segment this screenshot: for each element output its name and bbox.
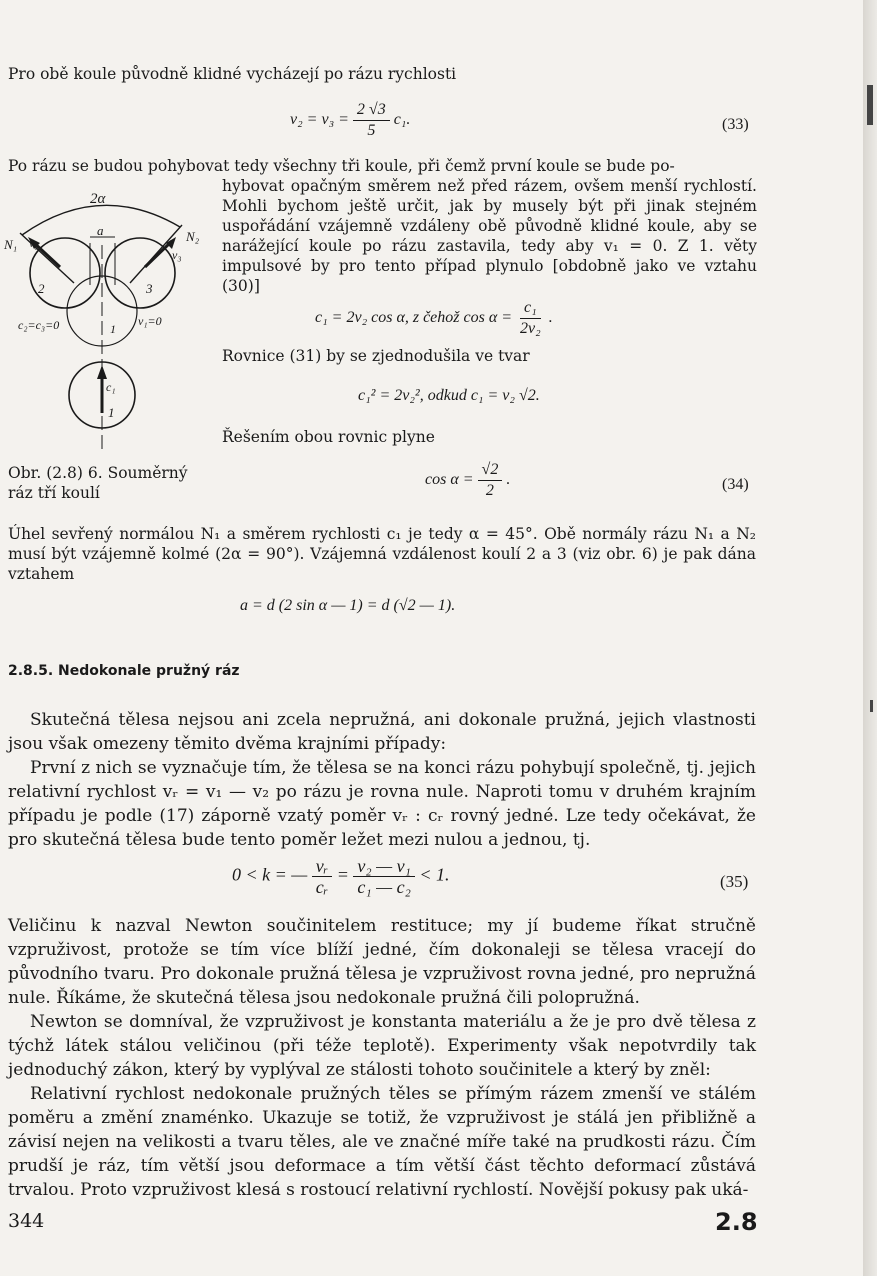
- paragraph: Newton se domníval, že vzpruživost je konstanta materiálu a že je pro dvě tělesa z týchž látek stálou veličinou (při téže teplotě). Experimenty však nepotvrdily tak jednoduchý zákon, který by vyplýval ze stálosti tohoto součinitele a který by zněl:: [8, 1012, 756, 1080]
- label-v1: v₁=0: [138, 314, 162, 328]
- chapter-number: 2.8: [715, 1208, 758, 1236]
- label-n1: N₁: [4, 237, 18, 252]
- paragraph-line: Rovnice (31) by se zjednodušila ve tvar: [222, 347, 530, 365]
- label-c2c3: c₂=c₃=0: [18, 318, 60, 332]
- label-2alpha: 2α: [90, 191, 106, 207]
- fraction: $\frac{\text{v₂ — v₁}}{\text{c₁ — c₂}}$: [353, 856, 415, 897]
- equation-number: (34): [722, 476, 749, 493]
- label-ball-1: 1: [108, 405, 115, 420]
- fraction: $\frac{√2}{2}$: [478, 460, 503, 501]
- paragraph: První z nich se vyznačuje tím, že tělesa se na konci rázu pohybují společně, tj. jejich relativní rychlost vᵣ = v₁ — v₂ po rázu je rovna nule. Naproti tomu v druhém krajním případu je podle (17) záporně vzatý poměr vᵣ : cᵣ rovný jedné. Lze tedy očekávat, že pro skutečná tělesa bude tento poměr ležet mezi nulou a jednou, tj.: [8, 758, 756, 850]
- page-number: 344: [8, 1210, 45, 1232]
- paragraph: Skutečná tělesa nejsou ani zcela nepružná, ani dokonale pružná, jejich vlastnosti jsou však omezeny těmito dvěma krajními případy:: [8, 710, 756, 754]
- paragraph: Veličinu k nazval Newton součinitelem restituce; my jí budeme říkat stručně vzpruživost, protože se tím více blíží jedné, čím dokonaleji se tělesa vracejí do původního tvaru. Pro dokonale pružná tělesa je vzpruživost rovna jedné, pro nepružná nule. Říkáme, že skutečná tělesa jsou nedokonale pružná čili polopružná.: [8, 916, 756, 1008]
- equation-a: a = d (2 sin α — 1) = d (√2 — 1).: [240, 597, 456, 614]
- paragraph: Relativní rychlost nedokonale pružných těles se přímým rázem zmenší ve stálém poměru a změní znaménko. Ukazuje se totiž, že vzpruživost je stálá jen přibližně a závisí nejen na velikosti a tvaru těles, ale ve značné míře také na prudkosti rázu. Čím prudší je ráz, tím větší jsou deformace a tím větší část těchto deformací zůstává trvalou. Proto vzpruživost klesá s rostoucí relativní rychlostí. Novější pokusy pak uká-: [8, 1084, 756, 1200]
- figure-three-balls: [0, 185, 215, 455]
- arrowhead: [97, 365, 107, 379]
- label-v2: v₂: [29, 236, 39, 250]
- edge-mark: [870, 700, 873, 712]
- equation-35: 0 < k = — $\frac{\text{vᵣ}}{\text{cᵣ}}$ = $\frac{\text{v₂ — v₁}}{\text{c₁ — c₂}}$ < 1.: [232, 856, 450, 897]
- edge-mark: [867, 85, 873, 125]
- label-ball-2: 2: [38, 281, 45, 296]
- equation-number: (33): [722, 116, 749, 133]
- fraction: $\frac{\text{c₁}}{\text{2v₂}}$: [520, 299, 541, 337]
- intro-text: Pro obě koule původně klidné vycházejí po rázu rychlosti: [8, 65, 457, 83]
- label-ball-3: 3: [146, 281, 153, 296]
- label-n2: N₂: [186, 229, 200, 244]
- label-a: a: [97, 223, 104, 238]
- section-heading: 2.8.5. Nedokonale pružný ráz: [8, 663, 240, 679]
- fraction: $\frac{\text{vᵣ}}{\text{cᵣ}}$: [312, 856, 332, 897]
- fraction: $\frac{2 √3}{5}$: [353, 100, 390, 141]
- figure-caption: Obr. (2.8) 6. Souměrný ráz tří koulí: [8, 464, 188, 502]
- equation-c1-squared: c₁² = 2v₂², odkud c₁ = v₂ √2.: [358, 387, 540, 404]
- equation-33: [290, 100, 410, 141]
- paragraph: hybovat opačným směrem než před rázem, ovšem menší rychlostí. Mohli bychom ještě určit, jak by musely být při jinak stejném uspořádání vzájemně vzdáleny obě původně klidné koule, aby se narážející koule po rázu zastavila, tedy aby v₁ = 0. Z 1. věty impulsové by pro tento případ plynulo [obdobně jako ve vztahu (30)]: [222, 177, 757, 295]
- label-ball-1-impact: 1: [110, 322, 116, 336]
- page-edge: [863, 0, 877, 1276]
- label-c1: c₁: [106, 380, 116, 394]
- paragraph-line: Řešením obou rovnic plyne: [222, 428, 435, 446]
- eq-lhs: v₂ = v₃ =: [290, 111, 349, 129]
- equation-c1: c₁ = 2v₂ cos α, z čehož cos α = $\frac{\text{c₁}}{\text{2v₂}}$ .: [315, 299, 553, 337]
- paragraph: Úhel sevřený normálou N₁ a směrem rychlosti c₁ je tedy α = 45°. Obě normály rázu N₁ a N₂ musí být vzájemně kolmé (2α = 90°). Vzájemná vzdálenost koulí 2 a 3 (viz obr. 6) je pak dána vztahem: [8, 525, 756, 583]
- eq-tail: c₁.: [393, 111, 411, 129]
- equation-34: cos α = $\frac{√2}{2}$ .: [425, 461, 511, 499]
- paragraph-line: Po rázu se budou pohybovat tedy všechny tři koule, při čemž první koule se bude po-: [8, 157, 675, 175]
- label-v3: v₃: [172, 248, 182, 262]
- equation-number: (35): [720, 872, 749, 891]
